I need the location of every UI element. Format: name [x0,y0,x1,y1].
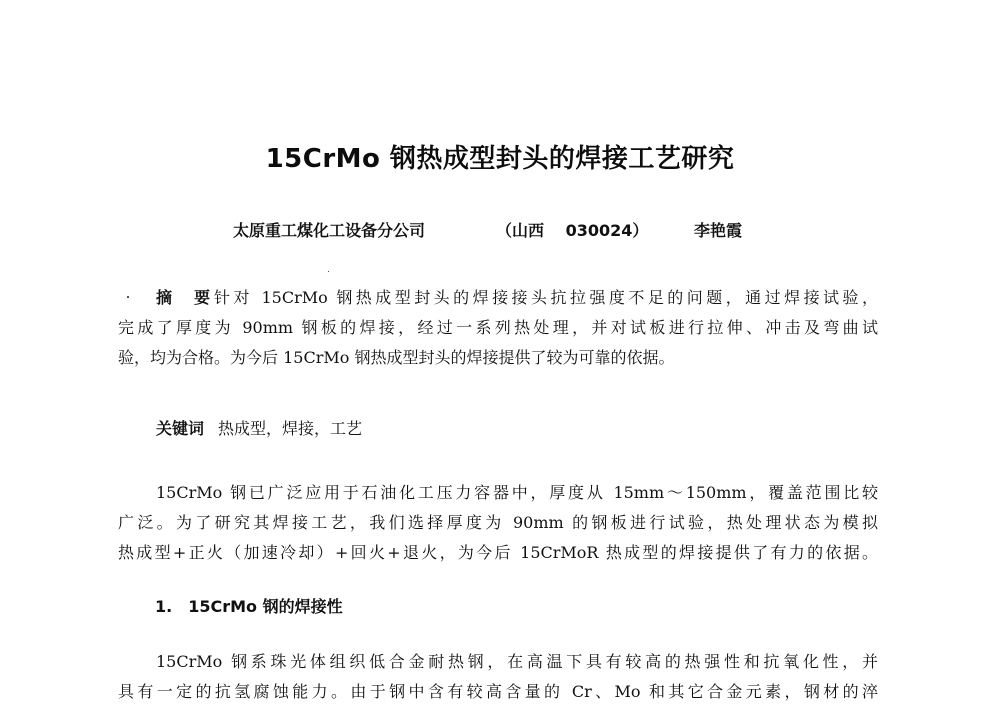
intro-line: 15CrMo 钢已广泛应用于石油化工压力容器中，厚度从 15mm～150mm，覆盖范围比较 [156,483,878,502]
affiliation-location: （山西 030024） [496,221,649,240]
paper-title: 15CrMo 钢热成型封头的焊接工艺研究 [265,144,735,174]
keywords-line [156,414,362,444]
keywords-label: 关键词 [156,419,205,438]
affiliation-organization: 太原重工煤化工设备分公司 [233,221,426,240]
intro-line: 广泛。为了研究其焊接工艺，我们选择厚度为 90mm 的钢板进行试验，热处理状态为模拟 [118,513,878,532]
abstract-label: 摘要 [156,288,233,307]
section-line: 具有一定的抗氢腐蚀能力。由于钢中含有较高含量的 Cr、Mo 和其它合金元素，钢材的淬 [118,682,878,701]
author-name: 李艳霞 [694,221,743,240]
abstract-line: 完成了厚度为 90mm 钢板的焊接，经过一系列热处理，并对试板进行拉伸、冲击及弯曲试 [118,318,878,337]
intro-line: 热成型+正火（加速冷却）+回火+退火，为今后 15CrMoR 热成型的焊接提供了有力的依据。 [118,543,878,562]
abstract-line: 针对 15CrMo 钢热成型封头的焊接接头抗拉强度不足的问题，通过焊接试验， [214,288,878,307]
section-heading: 1. 15CrMo 钢的焊接性 [155,597,343,616]
scan-speck [127,296,129,298]
keywords-text: 热成型，焊接，工艺 [218,419,363,438]
scan-speck [328,271,329,272]
section-line: 15CrMo 钢系珠光体组织低合金耐热钢，在高温下具有较高的热强性和抗氧化性，并 [156,652,878,671]
abstract-first-line [156,283,878,313]
abstract-line: 验，均为合格。为今后 15CrMo 钢热成型封头的焊接提供了较为可靠的依据。 [118,348,675,367]
